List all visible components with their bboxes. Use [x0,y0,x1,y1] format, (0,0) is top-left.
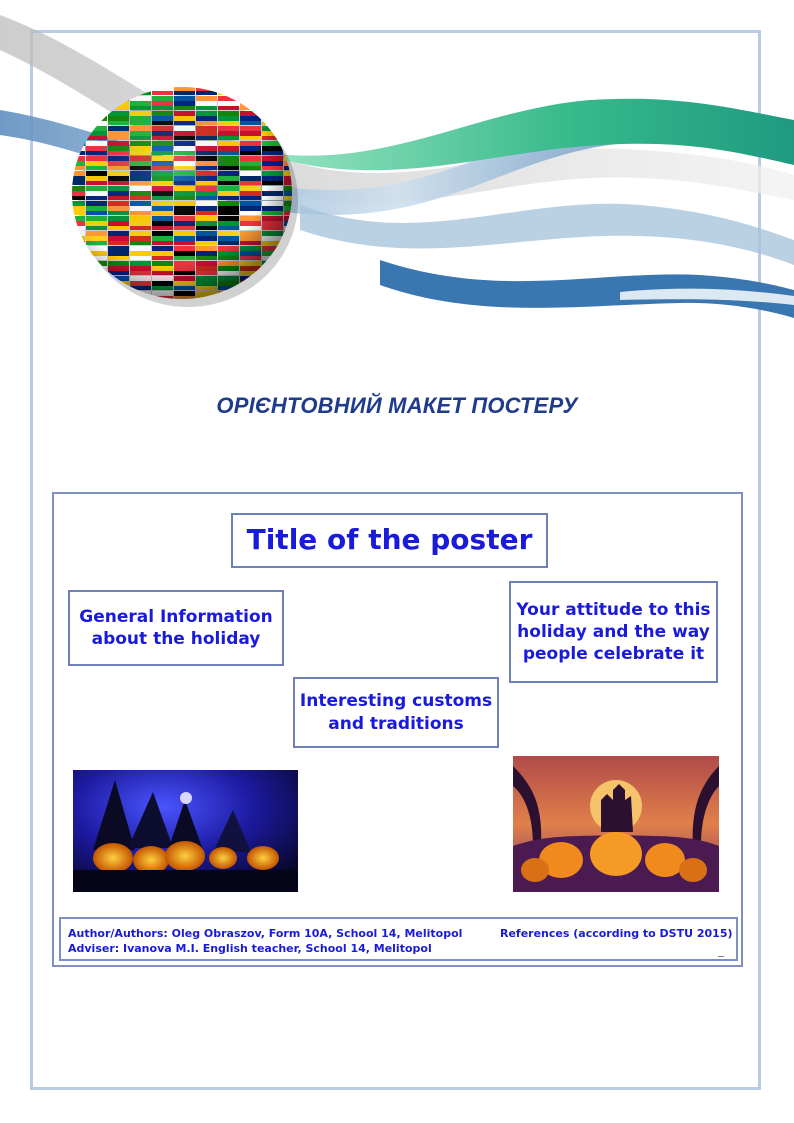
references-line: References (according to DSTU 2015) [500,927,733,940]
customs-box: Interesting customs and traditions [293,677,499,748]
halloween-pumpkins-witch-hats-photo [73,770,298,892]
adviser-line: Adviser: Ivanova M.I. English teacher, School 14, Melitopol [68,942,432,955]
flag-globe-image [70,85,298,307]
poster-title-box: Title of the poster [231,513,548,568]
page-heading: ОРІЄНТОВНИЙ МАКЕТ ПОСТЕРУ [216,393,578,418]
poster-footer [59,917,738,961]
footer-mark [718,956,724,957]
general-info-box: General Information about the holiday [68,590,284,666]
author-line: Author/Authors: Oleg Obraszov, Form 10A, School 14, Melitopol [68,927,463,940]
attitude-box: Your attitude to this holiday and the way people celebrate it [509,581,718,683]
halloween-pumpkins-castle-illustration [513,756,719,892]
